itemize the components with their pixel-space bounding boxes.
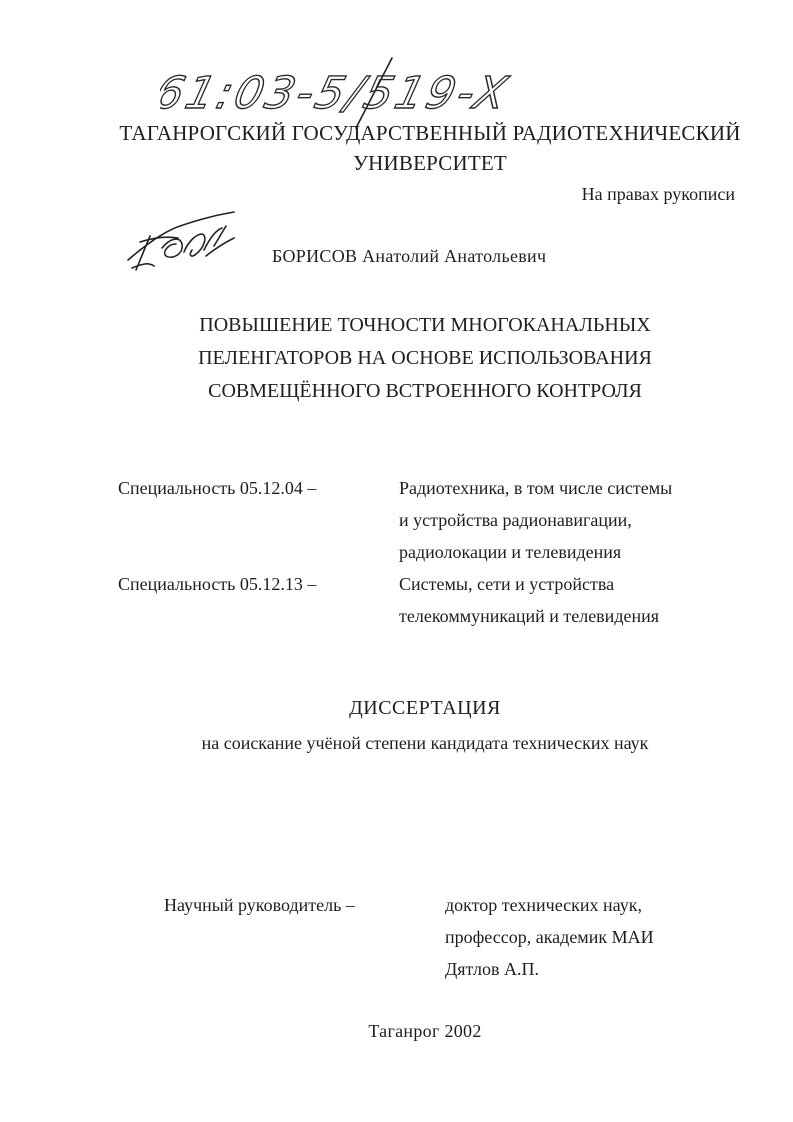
supervisor-label: Научный руководитель – [164, 895, 355, 915]
specialty-desc-line: Системы, сети и устройства [399, 574, 615, 594]
author-name: БОРИСОВ Анатолий Анатольевич [272, 246, 547, 266]
supervisor-line: доктор технических наук, [445, 895, 642, 915]
university-line-1: ТАГАНРОГСКИЙ ГОСУДАРСТВЕННЫЙ РАДИОТЕХНИЧЕСКИЙ [119, 121, 741, 145]
specialty-desc-line: Радиотехника, в том числе системы [399, 478, 673, 498]
specialty-desc-line: радиолокации и телевидения [399, 542, 622, 562]
title-line-1: ПОВЫШЕНИЕ ТОЧНОСТИ МНОГОКАНАЛЬНЫХ [199, 314, 651, 336]
supervisor-block [164, 889, 764, 985]
title-line-3: СОВМЕЩЁННОГО ВСТРОЕННОГО КОНТРОЛЯ [208, 380, 642, 402]
document-type: ДИССЕРТАЦИЯ [349, 697, 501, 719]
specialty-code-label: Специальность 05.12.13 – [118, 574, 317, 594]
specialty-desc-line: и устройства радионавигации, [399, 510, 632, 530]
signature-drawing [122, 208, 242, 278]
specialty-description [399, 568, 758, 632]
specialty-row [118, 472, 758, 568]
supervisor-info [445, 889, 654, 985]
specialties-block [118, 472, 758, 632]
degree-statement: на соискание учёной степени кандидата технических наук [201, 733, 649, 753]
specialty-code-label: Специальность 05.12.04 – [118, 478, 317, 498]
title-line-2: ПЕЛЕНГАТОРОВ НА ОСНОВЕ ИСПОЛЬЗОВАНИЯ [198, 347, 652, 369]
specialty-desc-line: телекоммуникаций и телевидения [399, 606, 660, 626]
dissertation-title [120, 309, 730, 408]
author-signature [122, 208, 242, 278]
university-name [100, 118, 760, 178]
supervisor-line: Дятлов А.П. [445, 959, 539, 979]
place-and-year: Таганрог 2002 [368, 1021, 482, 1041]
specialty-row [118, 568, 758, 632]
handwritten-code-text: 61:03-5/519-X [160, 67, 515, 119]
manuscript-note: На правах рукописи [581, 184, 735, 204]
supervisor-line: профессор, академик МАИ [445, 927, 654, 947]
university-line-2: УНИВЕРСИТЕТ [353, 151, 507, 175]
specialty-description [399, 472, 758, 568]
